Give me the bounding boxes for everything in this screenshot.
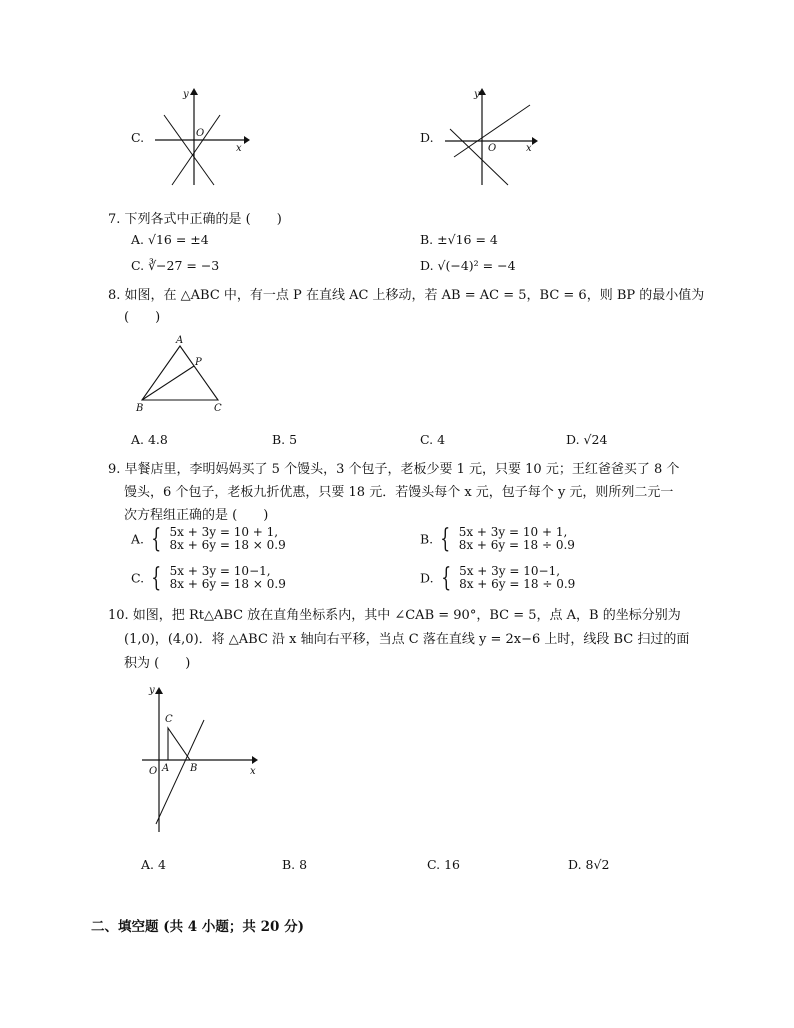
label-p: P	[195, 357, 202, 368]
q10-stem-line1: 10. 如图，把 Rt△ABC 放在直角坐标系内，其中 ∠CAB = 90°，BC = 5，点 A，B 的坐标分别为	[108, 608, 681, 623]
label-a: A	[176, 335, 184, 346]
left-brace-icon: {	[151, 563, 162, 593]
q10-stem-line3: 积为 ( )	[124, 656, 191, 671]
q9-option-c-label: C.	[131, 570, 145, 586]
q6-option-d-label: D.	[420, 130, 434, 145]
equation: 8x + 6y = 18 × 0.9	[169, 577, 286, 591]
q8-stem-line2: ( )	[124, 310, 161, 325]
origin-label: O	[196, 128, 205, 139]
equation: 8x + 6y = 18 ÷ 0.9	[458, 538, 575, 552]
q7-option-b[interactable]: B. ±√16 = 4	[420, 232, 498, 247]
q9-option-b-system	[459, 526, 575, 552]
q9-stem-line3: 次方程组正确的是 ( )	[124, 508, 269, 523]
q10-option-b[interactable]: B. 8	[282, 857, 308, 872]
line-2	[172, 115, 220, 185]
line-1	[164, 115, 214, 185]
q10-option-c[interactable]: C. 16	[427, 857, 460, 872]
q10-option-d[interactable]: D. 8√2	[568, 857, 610, 872]
y-axis-arrow	[190, 88, 198, 95]
label-c: C	[165, 714, 173, 725]
left-brace-icon: {	[440, 524, 451, 554]
q8-triangle-figure	[130, 332, 230, 414]
q9-option-c[interactable]	[131, 565, 286, 591]
q8-stem-line1: 8. 如图，在 △ABC 中，有一点 P 在直线 AC 上移动，若 AB = AC = 5，BC = 6，则 BP 的最小值为	[108, 288, 705, 303]
q7-option-c[interactable]: C. ∛−27 = −3	[131, 258, 220, 273]
q8-option-a[interactable]: A. 4.8	[131, 432, 168, 447]
y-label: y	[474, 89, 480, 100]
q9-option-d[interactable]	[420, 565, 575, 591]
section-2-title: 二、填空题 (共 4 小题；共 20 分)	[91, 919, 304, 935]
segment-bp	[142, 366, 194, 400]
x-label: x	[526, 143, 532, 154]
q9-option-a-system	[170, 526, 286, 552]
origin-label: O	[488, 143, 497, 154]
q6-option-c-label: C.	[131, 130, 145, 145]
q9-option-d-label: D.	[420, 570, 434, 586]
q6-option-d-graph	[440, 85, 540, 190]
q9-option-d-system	[459, 565, 575, 591]
q9-option-b-label: B.	[420, 531, 434, 547]
equation: 5x + 3y = 10−1,	[459, 564, 561, 578]
q8-option-d[interactable]: D. √24	[566, 432, 608, 447]
q7-stem: 7. 下列各式中正确的是 ( )	[108, 212, 282, 227]
label-b: B	[136, 403, 144, 414]
y-axis-arrow	[155, 687, 163, 694]
label-c: C	[214, 403, 222, 414]
x-axis-arrow	[252, 756, 258, 764]
label-o: O	[149, 766, 158, 777]
q9-option-a-label: A.	[131, 531, 145, 547]
equation: 8x + 6y = 18 × 0.9	[169, 538, 286, 552]
equation: 8x + 6y = 18 ÷ 0.9	[459, 577, 576, 591]
q7-option-d[interactable]: D. √(−4)² = −4	[420, 258, 516, 273]
q10-coordinate-figure	[138, 682, 263, 834]
q9-option-c-system	[170, 565, 286, 591]
q9-option-b[interactable]	[420, 526, 575, 552]
left-brace-icon: {	[151, 524, 162, 554]
label-y: y	[149, 685, 155, 696]
x-axis-arrow	[532, 137, 538, 145]
equation: 5x + 3y = 10 + 1,	[458, 525, 568, 539]
q8-option-b[interactable]: B. 5	[272, 432, 298, 447]
equation: 5x + 3y = 10 + 1,	[169, 525, 279, 539]
q8-option-c[interactable]: C. 4	[420, 432, 446, 447]
q9-stem-line2: 馒头，6 个包子，老板九折优惠，只要 18 元．若馒头每个 x 元，包子每个 y 元，则所列二元一	[124, 485, 674, 500]
q10-option-a[interactable]: A. 4	[141, 857, 166, 872]
q7-option-a[interactable]: A. √16 = ±4	[131, 232, 209, 247]
q10-stem-line2: (1,0)，(4,0)．将 △ABC 沿 x 轴向右平移，当点 C 落在直线 y = 2x−6 上时，线段 BC 扫过的面	[124, 632, 690, 647]
equation: 5x + 3y = 10−1,	[169, 564, 271, 578]
triangle-abc	[168, 728, 190, 760]
q9-option-a[interactable]	[131, 526, 286, 552]
q6-option-c-graph	[150, 85, 250, 190]
label-x: x	[250, 766, 256, 777]
q9-stem-line1: 9. 早餐店里，李明妈妈买了 5 个馒头，3 个包子，老板少要 1 元，只要 10 元；王红爸爸买了 8 个	[108, 462, 680, 477]
y-label: y	[183, 89, 189, 100]
line-1	[450, 129, 508, 185]
left-brace-icon: {	[440, 563, 451, 593]
x-axis-arrow	[244, 136, 250, 144]
x-label: x	[236, 143, 242, 154]
label-a: A	[162, 763, 170, 774]
label-b: B	[190, 763, 198, 774]
